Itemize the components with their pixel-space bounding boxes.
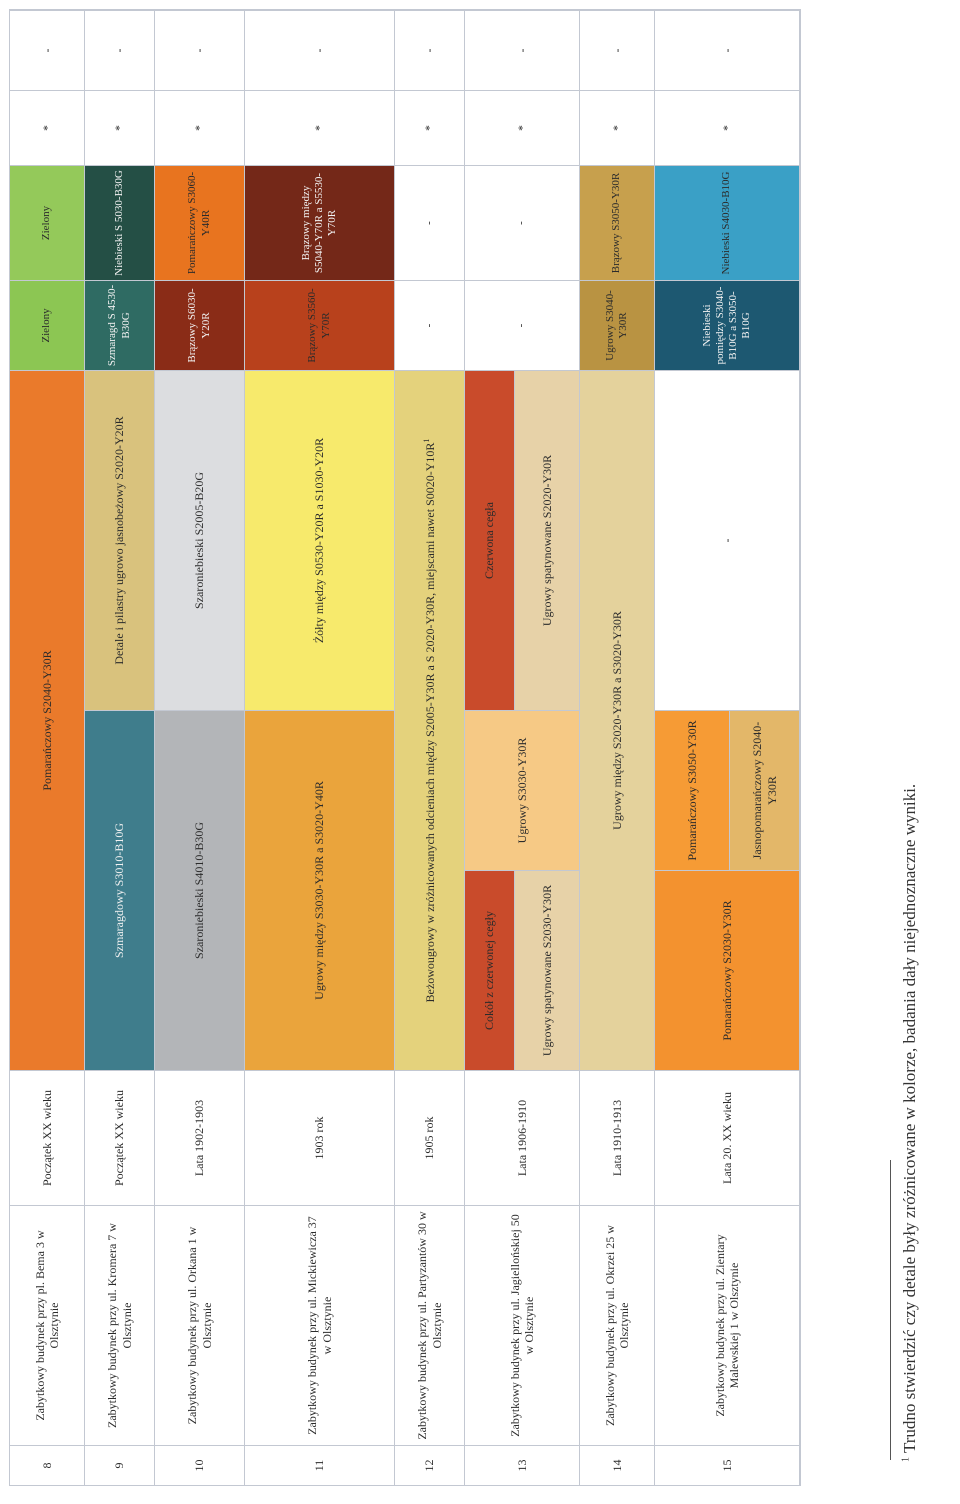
detail-colour-a: Ugrowy S3040-Y30R <box>580 280 655 370</box>
facade-colour-secondary: Szaroniebieski S2005-B20G <box>155 370 245 710</box>
row-number: 14 <box>580 1445 655 1485</box>
building-name: Zabytkowy budynek przy ul. Kromera 7 w Olsztynie <box>85 1205 155 1445</box>
building-name: Zabytkowy budynek przy ul. Okrzei 25 w Olsztynie <box>580 1205 655 1445</box>
mark-d: - <box>85 10 155 90</box>
mark-d: - <box>465 10 580 90</box>
row-number: 8 <box>10 1445 85 1485</box>
construction-date: Lata 1910-1913 <box>580 1070 655 1205</box>
mark-d: - <box>155 10 245 90</box>
building-name: Zabytkowy budynek przy ul. Orkana 1 w Olsztynie <box>155 1205 245 1445</box>
detail-colour-b: - <box>465 165 580 280</box>
facade-colour: Ugrowy spatynowane S2030-Y30R <box>515 870 580 1070</box>
detail-colour-b: Brązowy S3050-Y30R <box>580 165 655 280</box>
mark-c: * <box>245 90 395 165</box>
mark-d: - <box>395 10 465 90</box>
construction-date: Początek XX wieku <box>85 1070 155 1205</box>
facade-colour: Ugrowy między S2020-Y30R a S3020-Y30R <box>580 370 655 1070</box>
construction-date: 1903 rok <box>245 1070 395 1205</box>
row-number: 13 <box>465 1445 580 1485</box>
facade-colour-text: Beżowougrowy w zróżnicowanych odcieniach między S2005-Y30R a S 2020-Y30R, miejscami nawet S0020-Y10R <box>422 442 437 1003</box>
footnote <box>880 630 932 1470</box>
building-name: Zabytkowy budynek przy ul. Mickiewicza 37 w Olsztynie <box>245 1205 395 1445</box>
facade-colour: Szaroniebieski S4010-B30G <box>155 710 245 1070</box>
footnote-separator <box>890 1160 891 1460</box>
row-number: 12 <box>395 1445 465 1485</box>
footnote-text <box>900 784 920 1462</box>
construction-date: Początek XX wieku <box>10 1070 85 1205</box>
facade-colour <box>395 370 465 1070</box>
detail-pilaster-colour: Detale i pilastry ugrowo jasnobeżowy S2020-Y20R <box>85 370 155 710</box>
detail-colour-b: Zielony <box>10 165 85 280</box>
mark-d: - <box>10 10 85 90</box>
brick-colour: Czerwona cegła <box>465 370 515 710</box>
detail-colour-a: - <box>395 280 465 370</box>
mark-c: * <box>155 90 245 165</box>
mark-c: * <box>655 90 800 165</box>
detail-colour-b: - <box>395 165 465 280</box>
construction-date: 1905 rok <box>395 1070 465 1205</box>
building-colour-table <box>10 10 800 1485</box>
detail-colour-a: Brązowy S6030-Y20R <box>155 280 245 370</box>
facade-colour: Pomarańczowy S2040-Y30R <box>10 370 85 1070</box>
construction-date: Lata 1906-1910 <box>465 1070 580 1205</box>
mark-d: - <box>580 10 655 90</box>
footnote-body: Trudno stwierdzić czy detale były zróżnicowane w kolorze, badania dały niejednoznaczne wyniki. <box>900 783 919 1454</box>
mark-c: * <box>395 90 465 165</box>
detail-colour-a: Szmaragd S 4530-B30G <box>85 280 155 370</box>
mark-d: - <box>245 10 395 90</box>
row-number: 15 <box>655 1445 800 1485</box>
footnote-reference: 1 <box>421 438 431 443</box>
detail-colour-b: Niebieski S 5030-B30G <box>85 165 155 280</box>
building-name: Zabytkowy budynek przy ul. Zientary Malewskiej 1 w Olsztynie <box>655 1205 800 1445</box>
detail-colour-b: Pomarańczowy S3060-Y40R <box>155 165 245 280</box>
detail-colour-a: Niebieski pomiędzy S3040-B10G a S3050-B10G <box>655 280 800 370</box>
mark-d: - <box>655 10 800 90</box>
building-name: Zabytkowy budynek przy ul. Jagiellońskiej 50 w Olsztynie <box>465 1205 580 1445</box>
facade-colour-secondary: - <box>655 370 800 710</box>
construction-date: Lata 20. XX wieku <box>655 1070 800 1205</box>
row-number: 11 <box>245 1445 395 1485</box>
mark-c: * <box>580 90 655 165</box>
mark-c: * <box>85 90 155 165</box>
mark-c: * <box>10 90 85 165</box>
footnote-marker: 1 <box>900 1457 912 1462</box>
facade-colour-upper: Pomarańczowy S3050-Y30R <box>655 710 730 870</box>
facade-colour-text-wrap <box>422 439 437 1003</box>
facade-colour: Ugrowy między S3030-Y30R a S3020-Y40R <box>245 710 395 1070</box>
detail-colour-a: Zielony <box>10 280 85 370</box>
row-number: 9 <box>85 1445 155 1485</box>
facade-colour-lower: Jasnopomarańczowy S2040-Y30R <box>730 710 800 870</box>
construction-date: Lata 1902-1903 <box>155 1070 245 1205</box>
detail-colour-b: Niebieski S4030-B10G <box>655 165 800 280</box>
detail-colour-a: Brązowy S3560-Y70R <box>245 280 395 370</box>
mark-c: * <box>465 90 580 165</box>
facade-colour-middle: Ugrowy S3030-Y30R <box>465 710 580 870</box>
facade-colour-secondary: Ugrowy spatynowane S2020-Y30R <box>515 370 580 710</box>
facade-colour-secondary: Żółty między S0530-Y20R a S1030-Y20R <box>245 370 395 710</box>
facade-colour: Pomarańczowy S2030-Y30R <box>655 870 800 1070</box>
row-number: 10 <box>155 1445 245 1485</box>
building-name: Zabytkowy budynek przy pl. Bema 3 w Olsztynie <box>10 1205 85 1445</box>
plinth-colour: Cokół z czerwonej cegły <box>465 870 515 1070</box>
detail-colour-a: - <box>465 280 580 370</box>
facade-colour: Szmaragdowy S3010-B10G <box>85 710 155 1070</box>
detail-colour-b: Brązowy między S5040-Y70R a S5530-Y70R <box>245 165 395 280</box>
building-name: Zabytkowy budynek przy ul. Partyzantów 30 w Olsztynie <box>395 1205 465 1445</box>
